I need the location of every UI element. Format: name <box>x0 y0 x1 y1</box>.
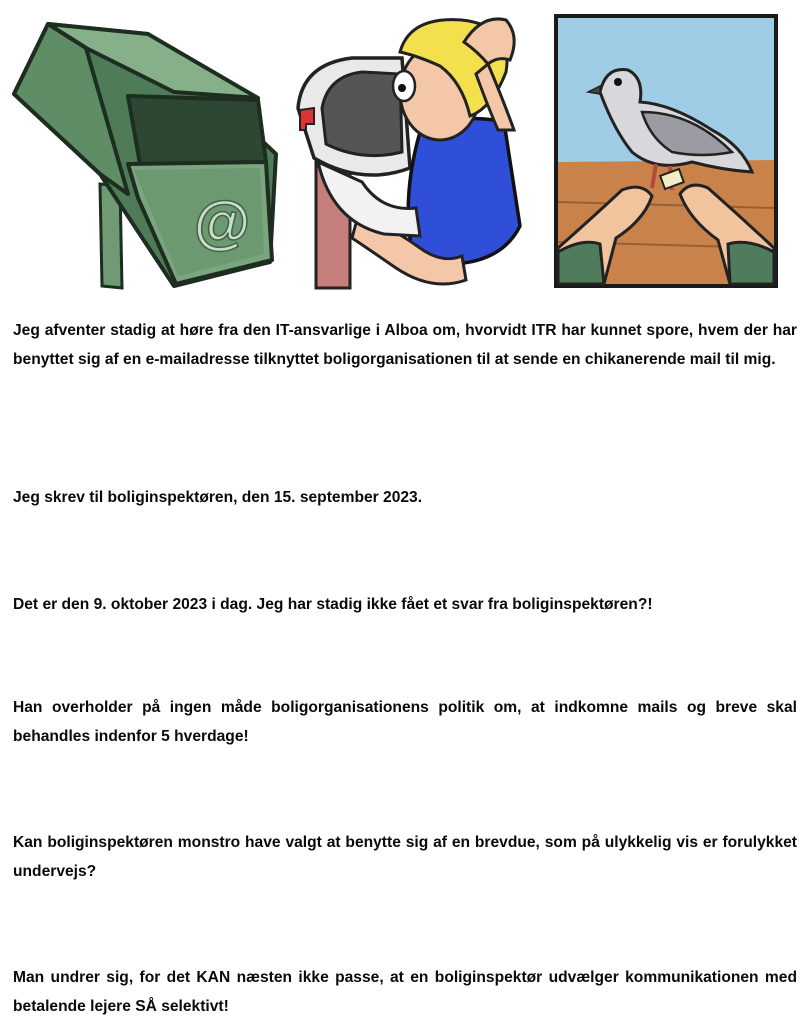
man-at-mailbox-illustration <box>292 12 526 292</box>
at-symbol-icon: @ <box>193 190 251 255</box>
person-checking-mailbox-icon <box>292 12 526 292</box>
paragraph-policy-violation: Han overholder på ingen måde boligorganisationens politik om, at indkomne mails og breve skal behandles indenfor 5 hverdage! <box>13 699 797 745</box>
carrier-pigeon-icon <box>552 12 780 290</box>
email-mailbox-illustration <box>8 14 280 290</box>
paragraph-selective-communication: Man undrer sig, for det KAN næsten ikke passe, at en boliginspektør udvælger kommunikationen med betalende lejere SÅ selektivt! <box>13 969 797 1015</box>
email-mailbox-icon <box>8 14 280 290</box>
paragraph-awaiting-it-response: Jeg afventer stadig at høre fra den IT-ansvarlige i Alboa om, hvorvidt ITR har kunnet spore, hvem der har benyttet sig af en e-mailadresse tilknyttet boligorganisationen til at sende en chikanerende mail til mig. <box>13 322 797 368</box>
paragraph-wrote-inspector: Jeg skrev til boliginspektøren, den 15. september 2023. <box>13 489 423 506</box>
carrier-pigeon-illustration <box>552 12 780 290</box>
paragraph-carrier-pigeon: Kan boliginspektøren monstro have valgt at benytte sig af en brevdue, som på ulykkelig vis er forulykket undervejs? <box>13 834 797 880</box>
paragraph-no-reply-yet: Det er den 9. oktober 2023 i dag. Jeg har stadig ikke fået et svar fra boliginspektøren?! <box>13 596 653 613</box>
header-illustrations <box>0 0 810 300</box>
